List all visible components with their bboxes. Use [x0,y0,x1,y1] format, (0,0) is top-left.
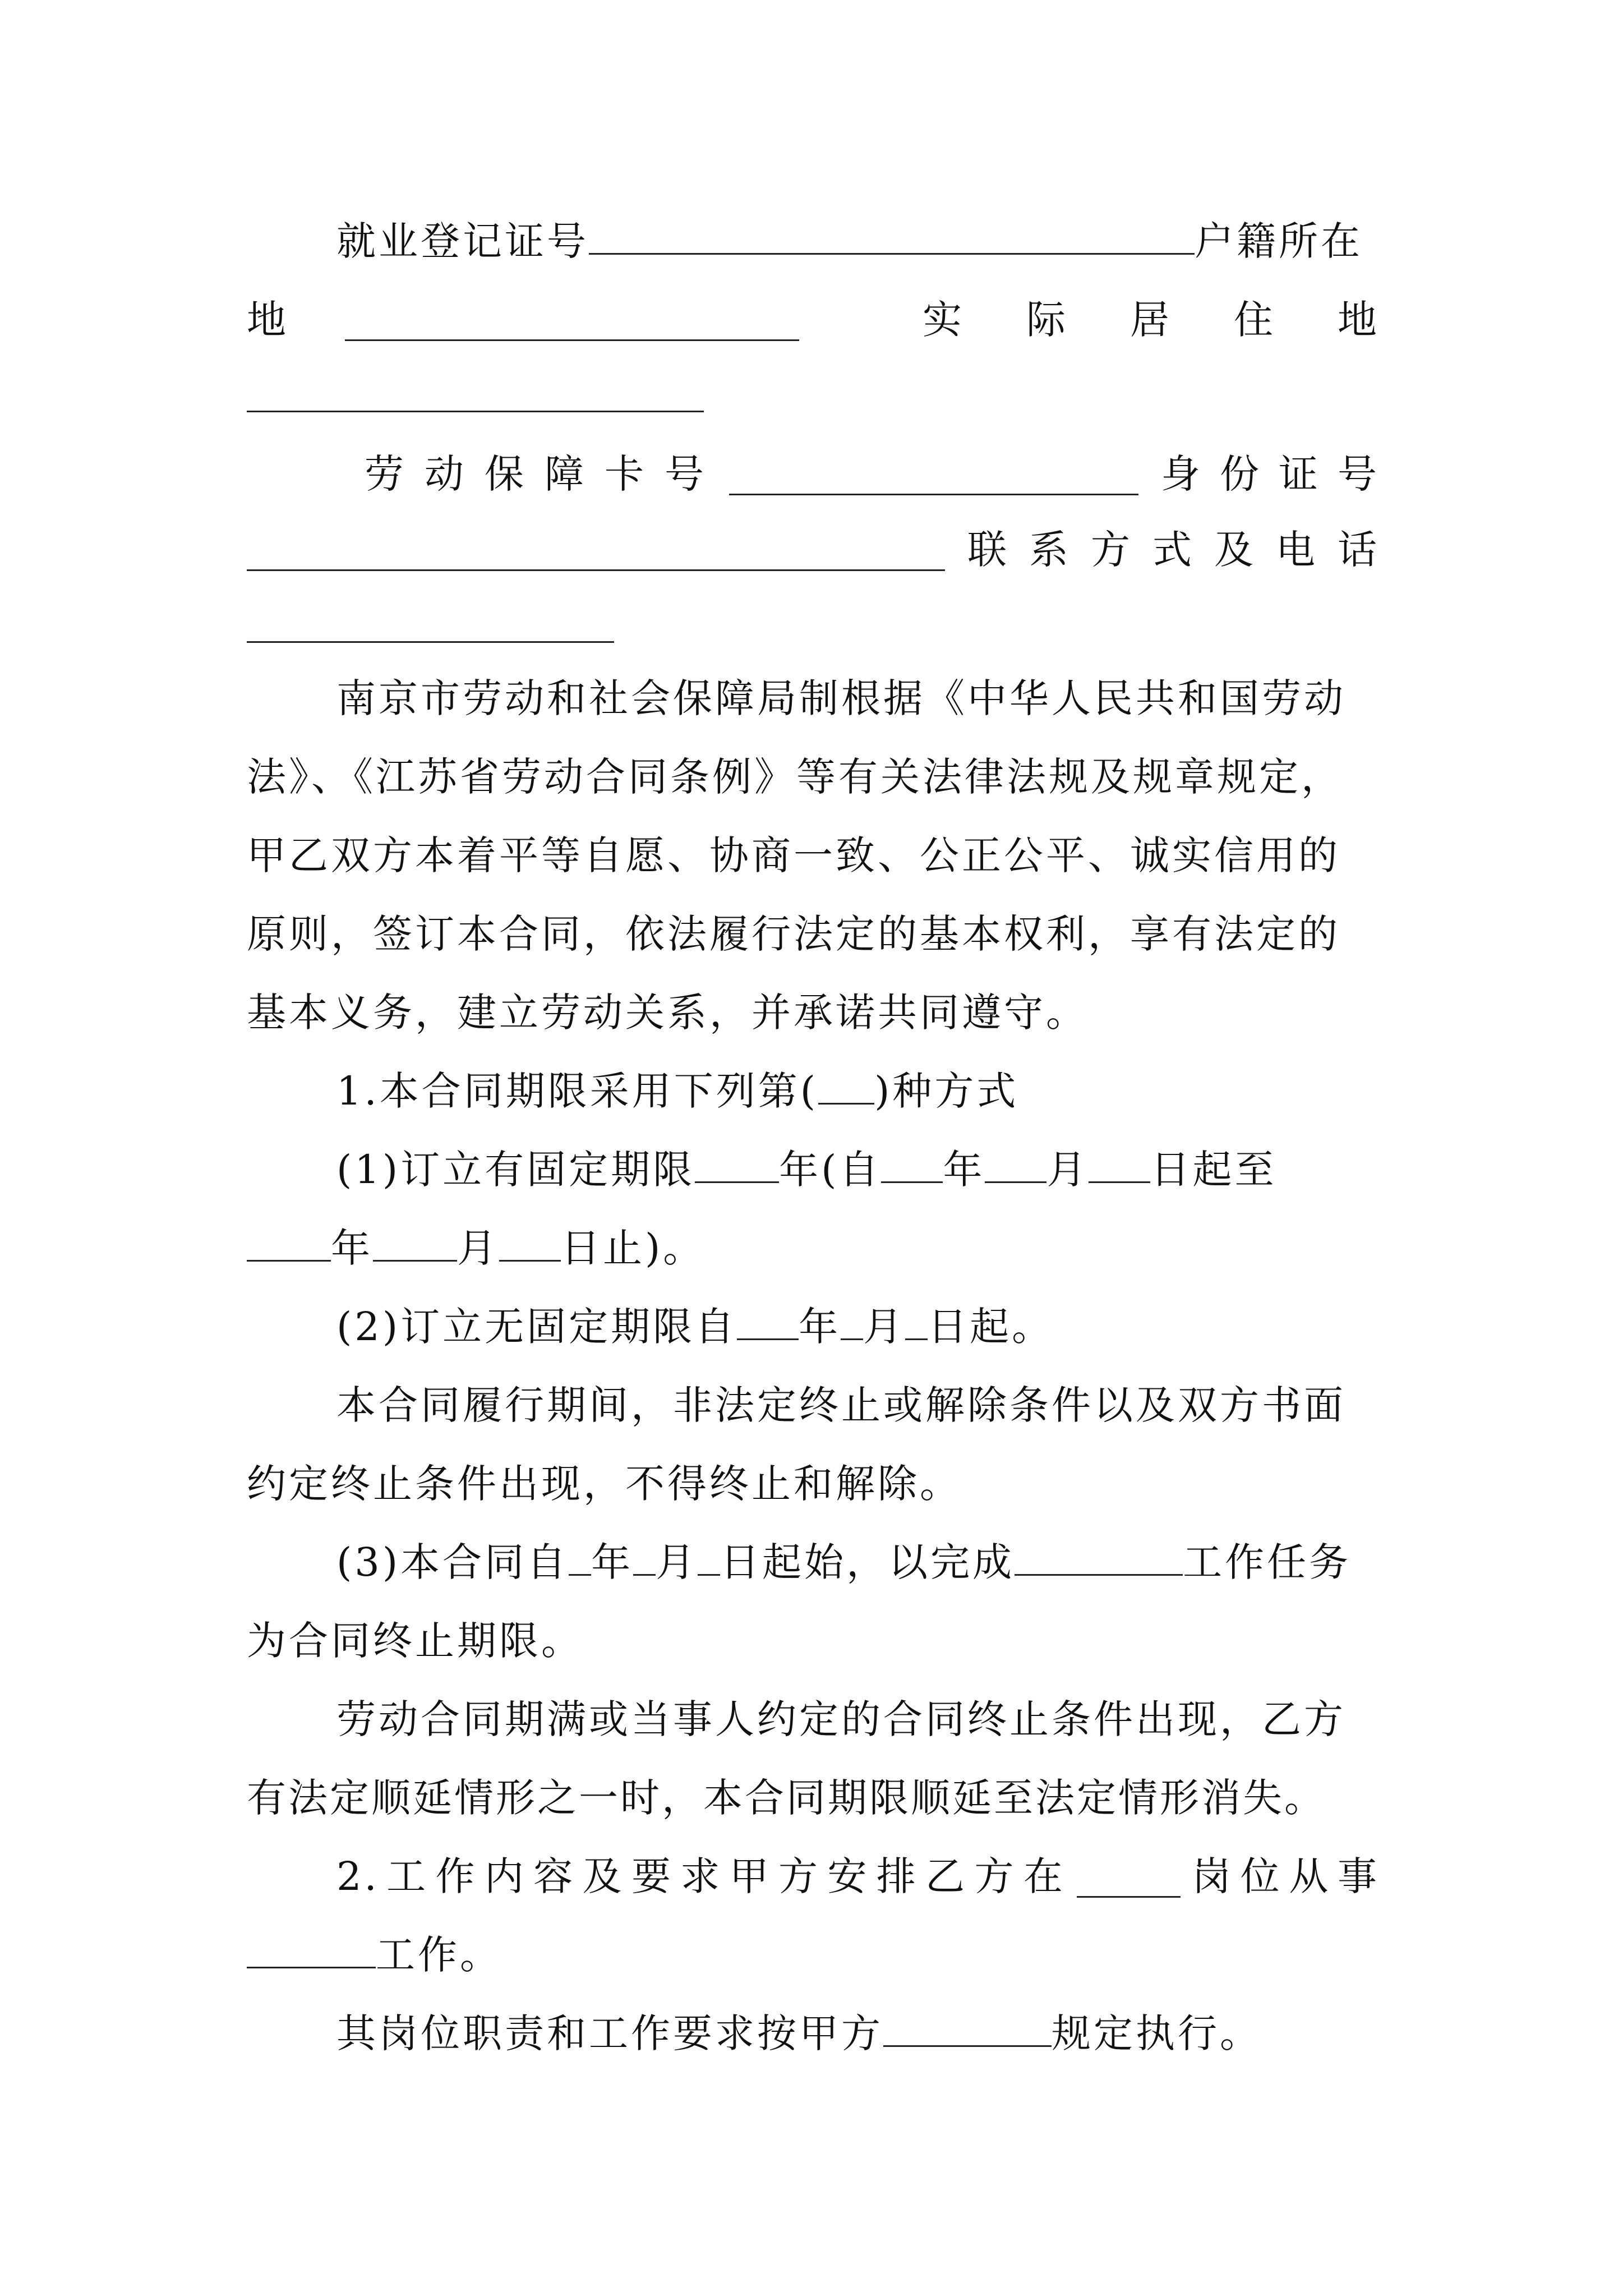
task-day-blank[interactable] [698,1528,720,1576]
open-year-blank[interactable] [737,1292,799,1340]
extension-line-2: 有法定顺延情形之一时，本合同期限顺延至法定情形消失。 [247,1775,1326,1821]
residence-line [247,278,1380,362]
task-year-blank[interactable] [569,1528,591,1576]
employment-reg-line [336,199,1380,283]
start-day-blank[interactable] [1089,1135,1150,1183]
preamble-line-4: 原则，签订本合同，依法履行法定的基本权利，享有法定的 [247,911,1340,957]
fixed-term-line: (1)订立有固定期限 年(自 年 月 日起至 [336,1128,1380,1212]
open-day-blank[interactable] [905,1292,928,1340]
work-type-blank[interactable] [247,1921,376,1968]
post-blank[interactable] [1077,1850,1181,1898]
labor-card-line [336,432,1380,516]
preamble-line-5: 基本义务，建立劳动关系，并承诺共同遵守。 [247,990,1088,1036]
start-month-blank[interactable] [985,1135,1046,1183]
extension-line-1: 劳动合同期满或当事人约定的合同终止条件出现，乙方 [336,1696,1346,1742]
end-year-blank[interactable] [247,1214,331,1262]
end-month-blank[interactable] [373,1214,457,1262]
preamble-line-2: 法》、《江苏省劳动合同条例》等有关法律法规及规章规定， [247,754,1343,800]
preamble-line-1: 南京市劳动和社会保障局制根据《中华人民共和国劳动 [336,675,1346,721]
work-heading-line [336,1834,1380,1918]
duty-rule-blank[interactable] [883,1999,1052,2047]
labor-card-blank[interactable] [729,448,1138,495]
start-year-blank[interactable] [881,1135,943,1183]
id-number-label: 身 份 证 号 [1161,451,1380,497]
labor-card-label: 劳 动 保 障 卡 号 [365,451,707,497]
employment-reg-label: 就业登记证号 [336,218,589,264]
open-month-blank[interactable] [841,1292,863,1340]
term-heading: 1.本合同期限采用下列第( )种方式 [336,1049,1380,1133]
open-term-line: (2)订立无固定期限自 年 月 日起。 [336,1285,1380,1369]
fixed-years-blank[interactable] [695,1135,779,1183]
work-heading: 2. 工 作 内 容 及 要 求 甲 方 安 排 乙 方 在 [336,1853,1066,1899]
term-option-blank[interactable] [818,1057,874,1105]
fixed-term-line-2: 年 月 日止)。 [247,1206,1380,1290]
employment-reg-blank[interactable] [589,207,1195,255]
contact-label: 联 系 方 式 及 电 话 [967,527,1380,573]
id-number-blank[interactable] [247,523,945,571]
open-note-line-1: 本合同履行期间，非法定终止或解除条件以及双方书面 [336,1382,1346,1428]
household-reg-label: 户籍所在 [1195,218,1363,264]
task-month-blank[interactable] [633,1528,656,1576]
duty-line: 其岗位职责和工作要求按甲方 规定执行。 [336,1991,1380,2076]
contact-line [247,508,1380,592]
household-reg-blank[interactable] [345,293,799,341]
household-reg-label-cont: 地 [247,297,289,343]
contact-blank[interactable] [247,641,614,643]
task-term-line-2: 为合同终止期限。 [247,1618,583,1664]
preamble-line-3: 甲乙双方本着平等自愿、协商一致、公正公平、诚实信用的 [247,832,1340,878]
work-line-2: 工作。 [247,1913,1380,1997]
task-blank[interactable] [1015,1528,1183,1576]
post-suffix: 岗 位 从 事 [1192,1853,1380,1899]
actual-residence-label: 实 际 居 住 地 [923,297,1380,343]
end-day-blank[interactable] [499,1214,561,1262]
actual-residence-blank[interactable] [247,411,704,412]
task-term-line: (3)本合同自 年 月 日起始，以完成 工作任务 [336,1520,1380,1604]
open-note-line-2: 约定终止条件出现，不得终止和解除。 [247,1461,962,1507]
